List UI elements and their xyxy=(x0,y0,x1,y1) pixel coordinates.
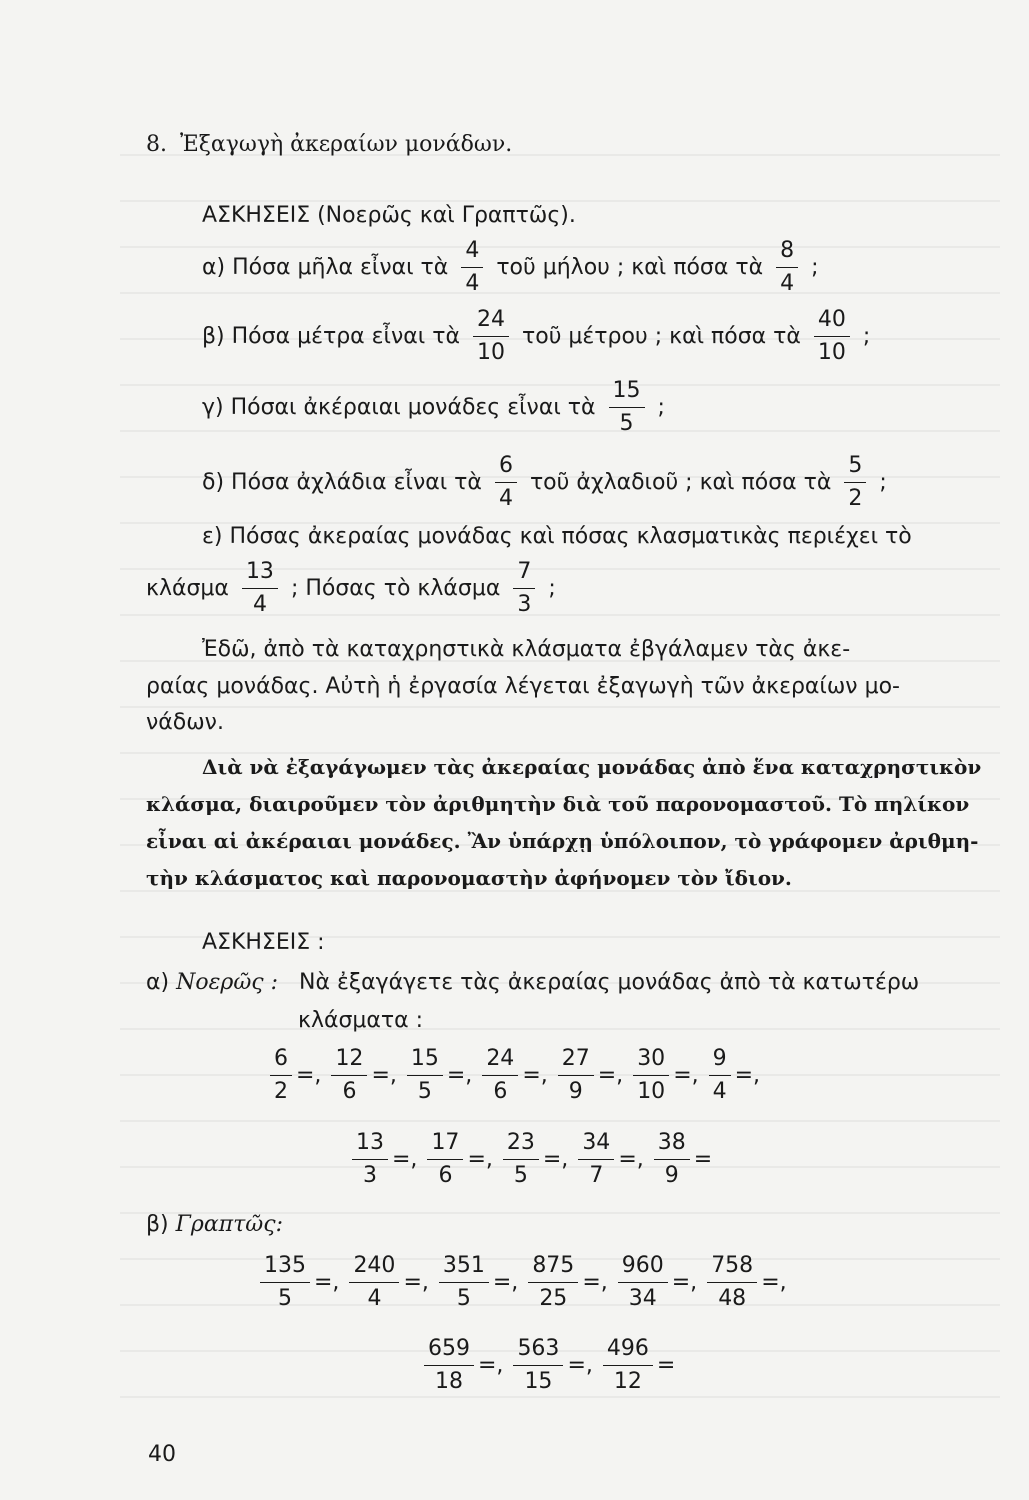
fraction: $\frac{8}{4}$ xyxy=(776,240,798,295)
exercise-e-line1 xyxy=(202,524,912,549)
exercise-d xyxy=(202,455,887,510)
written-fraction-row-1 xyxy=(258,1253,795,1310)
exercise-text: τοῦ ἀχλαδιοῦ ; καὶ πόσα τὰ xyxy=(529,470,832,495)
fraction: $\frac{17}{6}$ xyxy=(427,1132,463,1187)
fraction: $\frac{6}{2}$ xyxy=(270,1048,292,1103)
fraction-item xyxy=(705,1255,786,1310)
exercise-label: δ) xyxy=(202,470,225,495)
exercise-label: β) xyxy=(202,324,225,349)
rule-line: Διὰ νὰ ἐξαγάγωμεν τὰς ἀκεραίας μονάδας ἀπὸ ἕνα καταχρηστικὸν xyxy=(202,755,982,779)
fraction: $\frac{135}{5}$ xyxy=(260,1255,310,1310)
equals-separator: =, xyxy=(446,1063,473,1088)
written-fraction-row-2 xyxy=(422,1336,683,1393)
exercise-b xyxy=(202,309,870,364)
fraction-item xyxy=(347,1255,428,1310)
paragraph-line: νάδων. xyxy=(146,710,224,735)
exercise-text: ; xyxy=(548,576,556,601)
exercise-text: ; xyxy=(657,395,665,420)
fraction-item xyxy=(425,1132,492,1187)
exercise-text: ; Πόσας τὸ κλάσμα xyxy=(290,576,501,601)
exercise-text: ; xyxy=(879,470,887,495)
fraction: $\frac{34}{7}$ xyxy=(578,1132,614,1187)
oral-exercise-line1 xyxy=(146,970,919,995)
instruction-text: κλάσματα : xyxy=(298,1008,424,1033)
fraction: $\frac{5}{2}$ xyxy=(844,455,866,510)
fraction-item xyxy=(526,1255,607,1310)
fraction-item xyxy=(329,1048,396,1103)
fraction: $\frac{24}{10}$ xyxy=(473,309,509,364)
fraction: $\frac{38}{9}$ xyxy=(654,1132,690,1187)
exercise-text: τοῦ μήλου ; καὶ πόσα τὰ xyxy=(496,255,764,280)
fraction: $\frac{7}{3}$ xyxy=(513,561,535,616)
equals-separator: =, xyxy=(673,1063,699,1088)
mode-label: Γραπτῶς: xyxy=(175,1212,283,1237)
fraction-item xyxy=(616,1255,697,1310)
exercises2-heading: ΑΣΚΗΣΕΙΣ : xyxy=(202,930,325,955)
exercise-text: Πόσας ἀκεραίας μονάδας καὶ πόσας κλασματικὰς περιέχει τὸ xyxy=(229,524,912,549)
exercise-text: Πόσαι ἀκέραιαι μονάδες εἶναι τὰ xyxy=(230,395,596,420)
equals-separator: =, xyxy=(671,1270,698,1295)
rule-line: κλάσμα, διαιροῦμεν τὸν ἀριθμητὴν διὰ τοῦ παρονομαστοῦ. Τὸ πηλίκον xyxy=(146,792,970,816)
fraction-item xyxy=(350,1132,417,1187)
exercise-c xyxy=(202,380,665,435)
exercise-text: ; xyxy=(811,255,819,280)
fraction: $\frac{4}{4}$ xyxy=(461,240,483,295)
fraction: $\frac{9}{4}$ xyxy=(709,1048,731,1103)
section-title-text: Ἐξαγωγὴ ἀκεραίων μονάδων. xyxy=(180,132,513,157)
fraction: $\frac{758}{48}$ xyxy=(707,1255,757,1310)
instruction-text: Νὰ ἐξαγάγετε τὰς ἀκεραίας μονάδας ἀπὸ τὰ κατωτέρω xyxy=(299,970,920,995)
equals-separator: =, xyxy=(478,1353,504,1378)
fraction-item xyxy=(422,1338,503,1393)
rule-line: τὴν κλάσματος καὶ παρονομαστὴν ἀφήνομεν τὸν ἴδιον. xyxy=(146,866,792,890)
exercise-label: β) xyxy=(146,1212,169,1237)
fraction-item xyxy=(511,1338,592,1393)
fraction: $\frac{15}{5}$ xyxy=(407,1048,443,1103)
written-exercise-heading xyxy=(146,1212,283,1237)
fraction-item xyxy=(707,1048,760,1103)
oral-fraction-row-2 xyxy=(350,1130,720,1187)
fraction: $\frac{875}{25}$ xyxy=(528,1255,578,1310)
fraction-item xyxy=(258,1255,339,1310)
fraction-item xyxy=(268,1048,321,1103)
fraction: $\frac{30}{10}$ xyxy=(633,1048,669,1103)
fraction: $\frac{13}{4}$ xyxy=(242,561,278,616)
fraction: $\frac{40}{10}$ xyxy=(814,309,850,364)
fraction: $\frac{12}{6}$ xyxy=(331,1048,367,1103)
fraction: $\frac{13}{3}$ xyxy=(352,1132,388,1187)
exercise-label: α) xyxy=(202,255,226,280)
exercise-a xyxy=(202,240,819,295)
fraction-item xyxy=(631,1048,698,1103)
equals-separator: =, xyxy=(314,1270,340,1295)
equals-separator: =, xyxy=(371,1063,397,1088)
paragraph-line: ραίας μονάδας. Αὐτὴ ἡ ἐργασία λέγεται ἐξαγωγὴ τῶν ἀκεραίων μο- xyxy=(146,674,900,699)
fraction-item xyxy=(501,1132,568,1187)
equals-separator: =, xyxy=(597,1063,624,1088)
fraction: $\frac{6}{4}$ xyxy=(495,455,517,510)
exercise-label: α) xyxy=(146,970,170,995)
page-number: 40 xyxy=(148,1442,176,1467)
fraction: $\frac{23}{5}$ xyxy=(503,1132,539,1187)
fraction: $\frac{496}{12}$ xyxy=(603,1338,653,1393)
fraction-item xyxy=(652,1132,712,1187)
equals-separator: =, xyxy=(542,1147,569,1172)
fraction: $\frac{27}{9}$ xyxy=(558,1048,594,1103)
equals-separator: =, xyxy=(492,1270,519,1295)
fraction: $\frac{240}{4}$ xyxy=(349,1255,399,1310)
fraction-item xyxy=(601,1338,675,1393)
equals-separator: =, xyxy=(522,1063,548,1088)
exercise-text: τοῦ μέτρου ; καὶ πόσα τὰ xyxy=(521,324,801,349)
equals-separator: =, xyxy=(296,1063,322,1088)
equals-separator: =, xyxy=(392,1147,418,1172)
fraction-item xyxy=(437,1255,518,1310)
fraction-item xyxy=(405,1048,472,1103)
equals-separator: =, xyxy=(467,1147,493,1172)
exercise-text: κλάσμα xyxy=(146,576,229,601)
oral-fraction-row-1 xyxy=(268,1046,768,1103)
fraction: $\frac{351}{5}$ xyxy=(439,1255,489,1310)
exercise-text: Πόσα ἀχλάδια εἶναι τὰ xyxy=(231,470,482,495)
fraction: $\frac{563}{15}$ xyxy=(513,1338,563,1393)
fraction-item xyxy=(556,1048,623,1103)
section-number: 8. xyxy=(146,132,167,157)
equals-separator: =, xyxy=(403,1270,429,1295)
fraction: $\frac{960}{34}$ xyxy=(618,1255,668,1310)
exercise-label: ε) xyxy=(202,524,223,549)
fraction-item xyxy=(576,1132,643,1187)
exercises-heading: ΑΣΚΗΣΕΙΣ (Νοερῶς καὶ Γραπτῶς). xyxy=(202,203,576,228)
exercise-text: Πόσα μῆλα εἶναι τὰ xyxy=(232,255,449,280)
mode-label: Νοερῶς : xyxy=(176,970,278,995)
exercise-label: γ) xyxy=(202,395,224,420)
equals-separator: =, xyxy=(734,1063,761,1088)
paragraph-line: Ἐδῶ, ἀπὸ τὰ καταχρηστικὰ κλάσματα ἐβγάλαμεν τὰς ἀκε- xyxy=(202,637,851,662)
rule-line: εἶναι αἱ ἀκέραιαι μονάδες. Ἂν ὑπάρχῃ ὑπόλοιπον, τὸ γράφομεν ἀριθμη- xyxy=(146,829,979,853)
equals-separator: =, xyxy=(582,1270,608,1295)
exercise-text: Πόσα μέτρα εἶναι τὰ xyxy=(231,324,460,349)
equals-separator: =, xyxy=(567,1353,593,1378)
fraction: $\frac{24}{6}$ xyxy=(482,1048,518,1103)
section-title xyxy=(146,132,512,157)
fraction: $\frac{659}{18}$ xyxy=(424,1338,474,1393)
exercise-e-line2 xyxy=(146,561,556,616)
equals-separator: =, xyxy=(761,1270,787,1295)
equals-separator: =, xyxy=(618,1147,644,1172)
equals-separator: = xyxy=(693,1147,713,1172)
fraction-item xyxy=(480,1048,547,1103)
exercise-text: ; xyxy=(862,324,871,349)
fraction: $\frac{15}{5}$ xyxy=(609,380,645,435)
equals-separator: = xyxy=(656,1353,676,1378)
